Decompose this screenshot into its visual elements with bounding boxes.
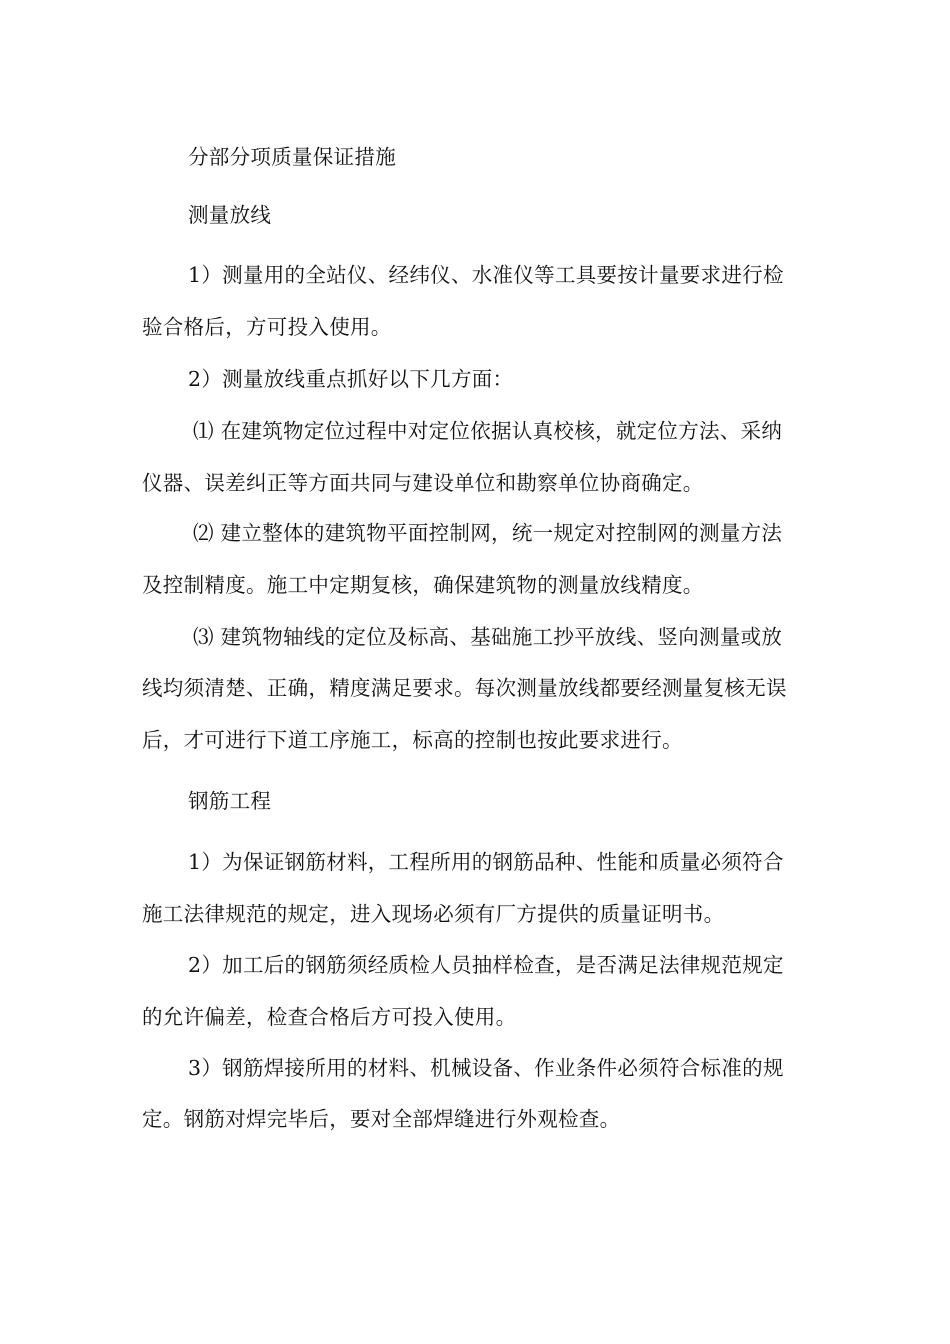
paragraph-line: 施工法律规范的规定，进入现场必须有厂方提供的质量证明书。 (142, 902, 725, 926)
paragraph-line: 后，才可进行下道工序施工，标高的控制也按此要求进行。 (142, 728, 683, 752)
paragraph-line: ⑴ 在建筑物定位过程中对定位依据认真校核，就定位方法、采纳 (193, 419, 783, 443)
paragraph-line: 的允许偏差，检查合格后方可投入使用。 (142, 1005, 517, 1029)
paragraph-line: 2）加工后的钢筋须经质检人员抽样检查，是否满足法律规范规定 (188, 953, 784, 977)
paragraph-line: 3）钢筋焊接所用的材料、机械设备、作业条件必须符合标准的规 (188, 1056, 784, 1080)
paragraph-line: 线均须清楚、正确，精度满足要求。每次测量放线都要经测量复核无误 (142, 676, 787, 700)
paragraph-line: 仪器、误差纠正等方面共同与建设单位和勘察单位协商确定。 (142, 471, 704, 495)
paragraph-line: 1）测量用的全站仪、经纬仪、水准仪等工具要按计量要求进行检 (188, 263, 784, 287)
paragraph-line: 验合格后，方可投入使用。 (142, 315, 392, 339)
paragraph-line: 定。钢筋对焊完毕后，要对全部焊缝进行外观检查。 (142, 1107, 621, 1131)
document-heading: 分部分项质量保证措施 (188, 145, 396, 169)
section-title-survey: 测量放线 (188, 203, 272, 227)
paragraph-line: 2）测量放线重点抓好以下几方面： (188, 367, 514, 391)
paragraph-line: 1）为保证钢筋材料，工程所用的钢筋品种、性能和质量必须符合 (188, 850, 784, 874)
paragraph-line: ⑵ 建立整体的建筑物平面控制网，统一规定对控制网的测量方法 (193, 521, 783, 545)
paragraph-line: ⑶ 建筑物轴线的定位及标高、基础施工抄平放线、竖向测量或放 (193, 625, 783, 649)
paragraph-line: 及控制精度。施工中定期复核，确保建筑物的测量放线精度。 (142, 573, 704, 597)
section-title-rebar: 钢筋工程 (188, 789, 272, 813)
